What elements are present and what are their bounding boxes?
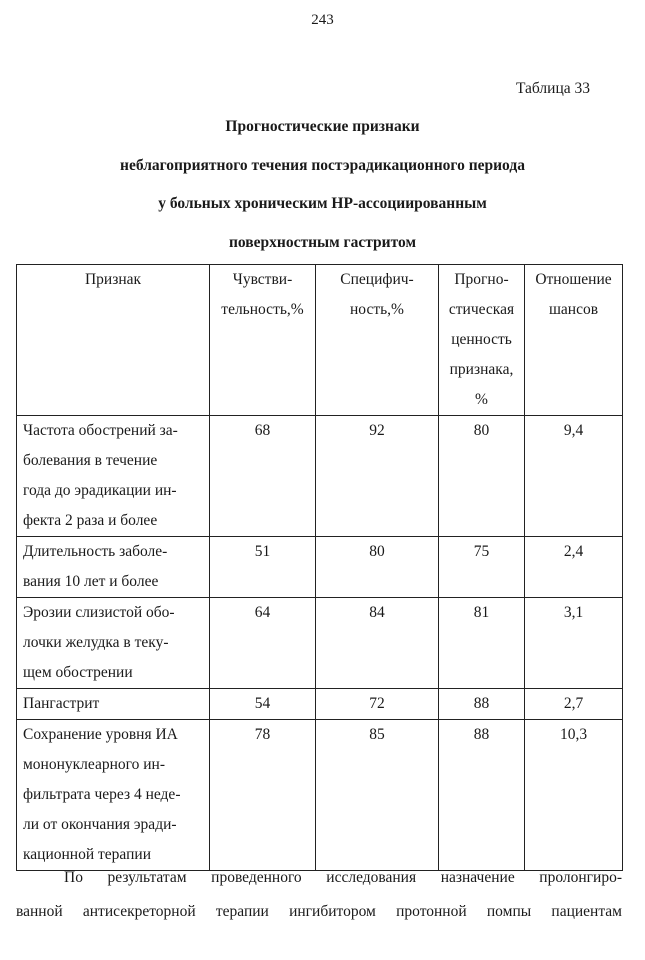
specificity-cell [316, 689, 439, 720]
sensitivity-cell [210, 537, 316, 598]
body-line: ванной антисекреторной терапии ингибитором протонной помпы пациентам [16, 903, 622, 920]
header-sign [17, 265, 210, 416]
sensitivity-cell [210, 689, 316, 720]
odds-ratio-cell [525, 598, 623, 689]
header-line: стическая [448, 301, 515, 318]
sign-cell [17, 598, 210, 689]
sign-line: щем обострении [23, 664, 133, 681]
specificity-cell [316, 416, 439, 537]
sensitivity-cell [210, 720, 316, 871]
prognostic-value: 81 [473, 604, 490, 621]
header-line: Отношение [535, 271, 612, 288]
table-title [0, 116, 645, 270]
title-line: у больных хроническим НР-ассоциированным [158, 195, 487, 212]
prognostic-value-cell [439, 689, 525, 720]
prognostic-value: 80 [473, 422, 490, 439]
sign-line: ли от окончания эради- [23, 816, 177, 833]
header-prognostic-value [439, 265, 525, 416]
sign-line: года до эрадикации ин- [23, 482, 177, 499]
header-odds-ratio [525, 265, 623, 416]
header-line: Специфич- [340, 271, 414, 288]
header-line: ценность [451, 331, 512, 348]
table-label: Таблица 33 [515, 80, 590, 97]
odds-ratio-cell [525, 537, 623, 598]
sign-line: Сохранение уровня ИА [23, 726, 178, 743]
odds-ratio-value: 9,4 [563, 422, 584, 439]
sign-line: фильтрата через 4 неде- [23, 786, 181, 803]
prognostic-value: 88 [473, 726, 490, 743]
sensitivity-cell [210, 416, 316, 537]
specificity-cell [316, 598, 439, 689]
prognostic-value-cell [439, 537, 525, 598]
specificity-value: 80 [369, 543, 385, 560]
page-number: 243 [311, 12, 334, 28]
odds-ratio-cell [525, 416, 623, 537]
sensitivity-value: 54 [254, 695, 271, 712]
sensitivity-cell [210, 598, 316, 689]
odds-ratio-cell [525, 689, 623, 720]
table-header-row [17, 265, 623, 416]
table-row [17, 689, 623, 720]
sensitivity-value: 68 [254, 422, 271, 439]
sign-line: лочки желудка в теку- [23, 634, 169, 651]
odds-ratio-value: 3,1 [563, 604, 584, 621]
sign-cell [17, 689, 210, 720]
odds-ratio-value: 2,4 [563, 543, 584, 560]
prognostic-value: 75 [473, 543, 490, 560]
header-line: шансов [548, 301, 599, 318]
sign-line: фекта 2 раза и более [23, 512, 158, 529]
specificity-cell [316, 537, 439, 598]
header-sensitivity [210, 265, 316, 416]
odds-ratio-cell [525, 720, 623, 871]
header-line: признака, [449, 361, 514, 378]
sign-cell [17, 720, 210, 871]
title-line: неблагоприятного течения постэрадикационного периода [120, 156, 525, 174]
table-row [17, 720, 623, 871]
table-row [17, 598, 623, 689]
header-line: ность,% [350, 301, 404, 318]
title-line: Прогностические признаки [225, 118, 420, 135]
header-line: % [475, 391, 488, 408]
table-row [17, 416, 623, 537]
title-line: поверхностным гастритом [229, 233, 416, 251]
prognostic-value-cell [439, 720, 525, 871]
specificity-value: 92 [369, 422, 385, 439]
specificity-cell [316, 720, 439, 871]
sign-line: мононуклеарного ин- [23, 756, 166, 773]
sign-line: кационной терапии [23, 846, 151, 863]
sign-line: Эрозии слизистой обо- [23, 604, 175, 621]
sign-line: болевания в течение [23, 452, 158, 469]
odds-ratio-value: 10,3 [559, 726, 588, 743]
sign-line: Пангастрит [23, 695, 100, 712]
prognostic-value-cell [439, 598, 525, 689]
sign-cell [17, 416, 210, 537]
body-line: По результатам проведенного исследования назначение пролонгиро- [64, 869, 622, 886]
specificity-value: 85 [369, 726, 385, 743]
header-line: Прогно- [454, 271, 509, 288]
sign-line: Длительность заболе- [23, 543, 168, 560]
prognostic-signs-table [16, 264, 623, 871]
prognostic-value-cell [439, 416, 525, 537]
body-paragraph [16, 861, 622, 929]
sign-cell [17, 537, 210, 598]
sensitivity-value: 51 [254, 543, 271, 560]
specificity-value: 72 [369, 695, 385, 712]
prognostic-value: 88 [473, 695, 490, 712]
specificity-value: 84 [369, 604, 385, 621]
header-specificity [316, 265, 439, 416]
sign-line: вания 10 лет и более [23, 573, 159, 590]
table-row [17, 537, 623, 598]
sensitivity-value: 64 [254, 604, 271, 621]
sign-line: Частота обострений за- [23, 422, 178, 439]
sensitivity-value: 78 [254, 726, 271, 743]
header-line: Признак [84, 271, 142, 288]
header-line: Чувстви- [232, 271, 293, 288]
odds-ratio-value: 2,7 [563, 695, 584, 712]
header-line: тельность,% [221, 301, 304, 318]
